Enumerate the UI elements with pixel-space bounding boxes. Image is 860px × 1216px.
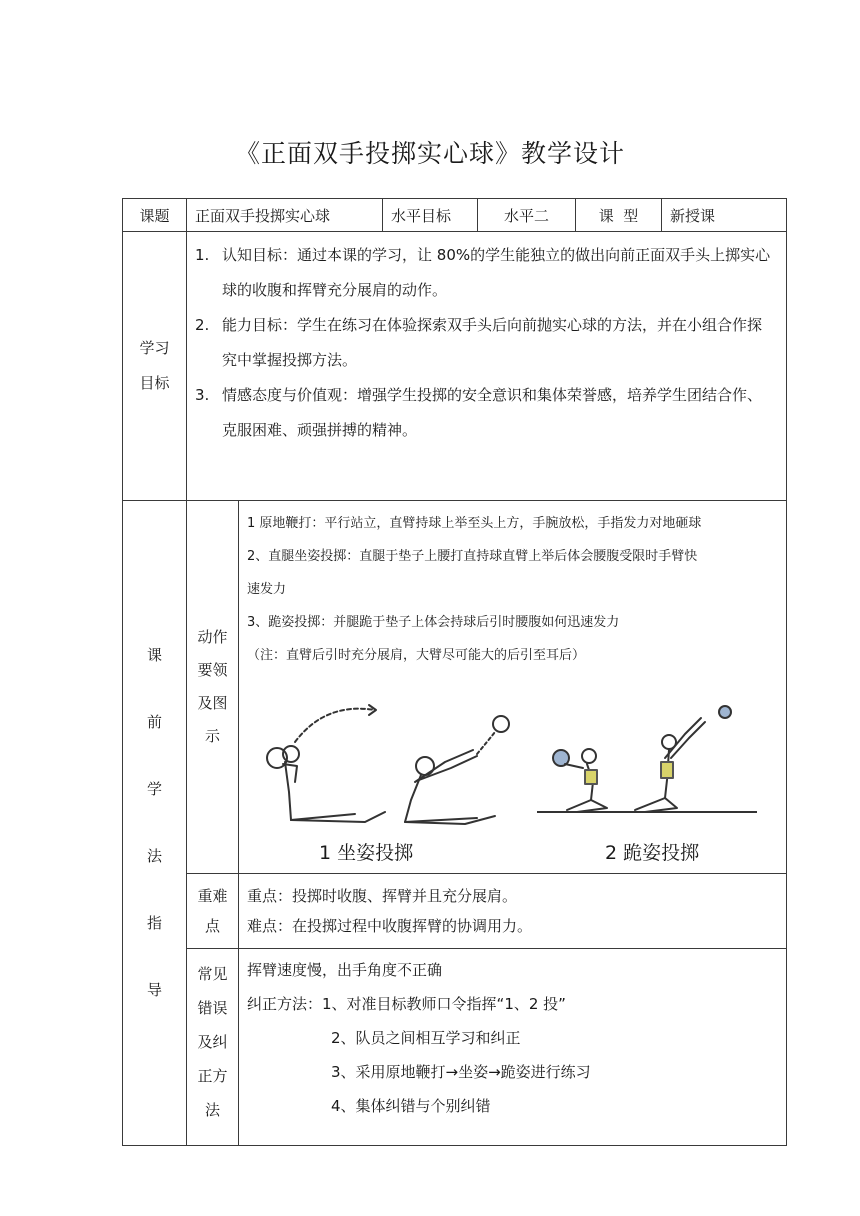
action-note: （注：直臂后引时充分展肩，大臂尽可能大的后引至耳后） [247,648,586,663]
correction-method: 2、队员之间相互学习和纠正 [331,1029,521,1047]
action-line: 速发力 [247,582,287,597]
kneeling-throw-illustration [537,672,757,842]
correction-method: 3、采用原地鞭打→坐姿→跪姿进行练习 [331,1063,591,1081]
level-goal-label: 水平目标 [383,199,478,232]
action-content [239,501,787,874]
action-line: 1 原地鞭打：平行站立，直臂持球上举至头上方，手腕放松，手指发力对地砸球 [247,516,702,531]
key-points-row [123,874,787,949]
level-value: 水平二 [478,199,576,232]
goals-label: 学习 目标 [123,232,187,501]
sitting-throw-illustration [255,672,515,842]
errors-row [123,949,787,1146]
figures-area [247,672,780,872]
common-error: 挥臂速度慢，出手角度不正确 [247,961,443,979]
caption-sitting-throw: 1 坐姿投掷 [319,842,414,864]
action-line: 2、直腿坐姿投掷：直腿于垫子上腰打直持球直臂上举后体会腰腹受限时手臂快 [247,549,698,564]
document-title: 《正面双手投掷实心球》教学设计 [234,139,625,168]
caption-kneeling-throw: 2 跪姿投掷 [605,842,700,864]
errors-label: 常见 错误 及纠 正方 法 [187,949,239,1146]
goal-item: 1. 认知目标：通过本课的学习，让 80%的学生能独立的做出向前正面双手头上掷实心球的收腹和挥臂充分展肩的动作。 [195,246,771,299]
action-label: 动作 要领 及图 示 [187,501,239,874]
goals-row [123,232,787,501]
difficulty-point: 难点：在投掷过程中收腹挥臂的协调用力。 [247,917,533,935]
lesson-type-label: 课 型 [576,199,662,232]
action-line: 3、跪姿投掷：并腿跪于垫子上体会持球后引时腰腹如何迅速发力 [247,615,620,630]
key-points-content [239,874,787,949]
lesson-plan-table [122,198,787,1146]
lesson-type-value: 新授课 [662,199,787,232]
goal-item: 3. 情感态度与价值观：增强学生投掷的安全意识和集体荣誉感，培养学生团结合作、克服困难、顽强拼搏的精神。 [195,386,763,439]
key-point: 重点：投掷时收腹、挥臂并且充分展肩。 [247,887,518,905]
course-value: 正面双手投掷实心球 [187,199,383,232]
course-label: 课题 [123,199,187,232]
header-row [123,199,787,232]
goal-item: 2. 能力目标：学生在练习在体验探索双手头后向前抛实心球的方法，并在小组合作探究中掌握投掷方法。 [195,316,763,369]
correction-method: 纠正方法：1、对准目标教师口令指挥“1、2 投” [247,995,566,1013]
errors-content [239,949,787,1146]
goals-content [187,232,787,501]
correction-method: 4、集体纠错与个别纠错 [331,1097,491,1115]
action-row [123,501,787,874]
key-points-label: 重难 点 [187,874,239,949]
guide-label: 课 前 学 法 指 导 [123,501,187,1146]
